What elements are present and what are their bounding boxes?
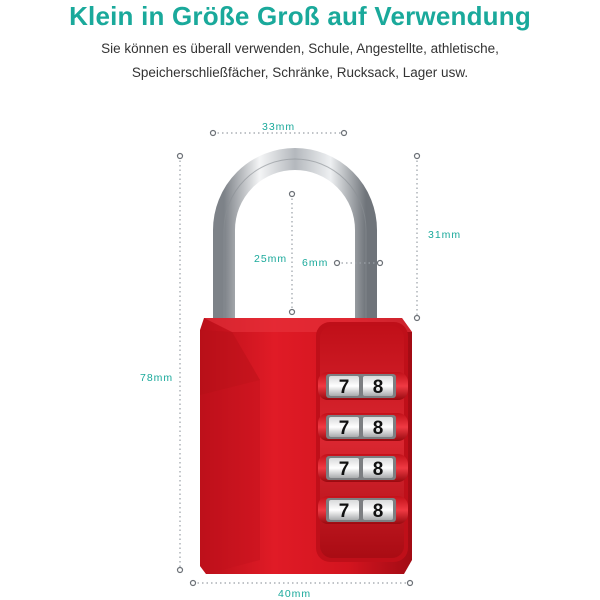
dial-3-right-digit: 8: [372, 459, 384, 480]
subtitle-line-2: Speicherschließfächer, Schränke, Rucksack, Lager usw.: [131, 65, 469, 80]
dial-1[interactable]: [318, 372, 408, 400]
subtitle-line-1: Sie können es überall verwenden, Schule, Angestellte, athletische,: [101, 41, 499, 56]
dimension-label-shackle-clearance: 25mm: [254, 253, 288, 265]
dial-4-left-digit: 7: [338, 501, 350, 522]
dimension-label-body-width: 40mm: [278, 588, 312, 600]
dial-2[interactable]: [318, 413, 408, 441]
dial-3[interactable]: [318, 454, 408, 482]
dial-1-left-digit: 7: [338, 377, 350, 398]
dial-1-right-digit: 8: [372, 377, 384, 398]
page-title: Klein in Größe Groß auf Verwendung: [69, 1, 531, 31]
shackle: [224, 159, 366, 322]
dimension-label-shackle-height: 31mm: [428, 229, 462, 241]
dial-4-right-digit: 8: [372, 501, 384, 522]
dimension-label-shackle-thickness: 6mm: [302, 257, 329, 269]
dial-3-left-digit: 7: [338, 459, 350, 480]
dial-2-right-digit: 8: [372, 418, 384, 439]
lock-body: [200, 318, 412, 574]
dial-2-left-digit: 7: [338, 418, 350, 439]
dimension-label-shackle-width: 33mm: [262, 121, 296, 133]
dial-4[interactable]: [318, 496, 408, 524]
dimension-label-total-height: 78mm: [140, 372, 174, 384]
